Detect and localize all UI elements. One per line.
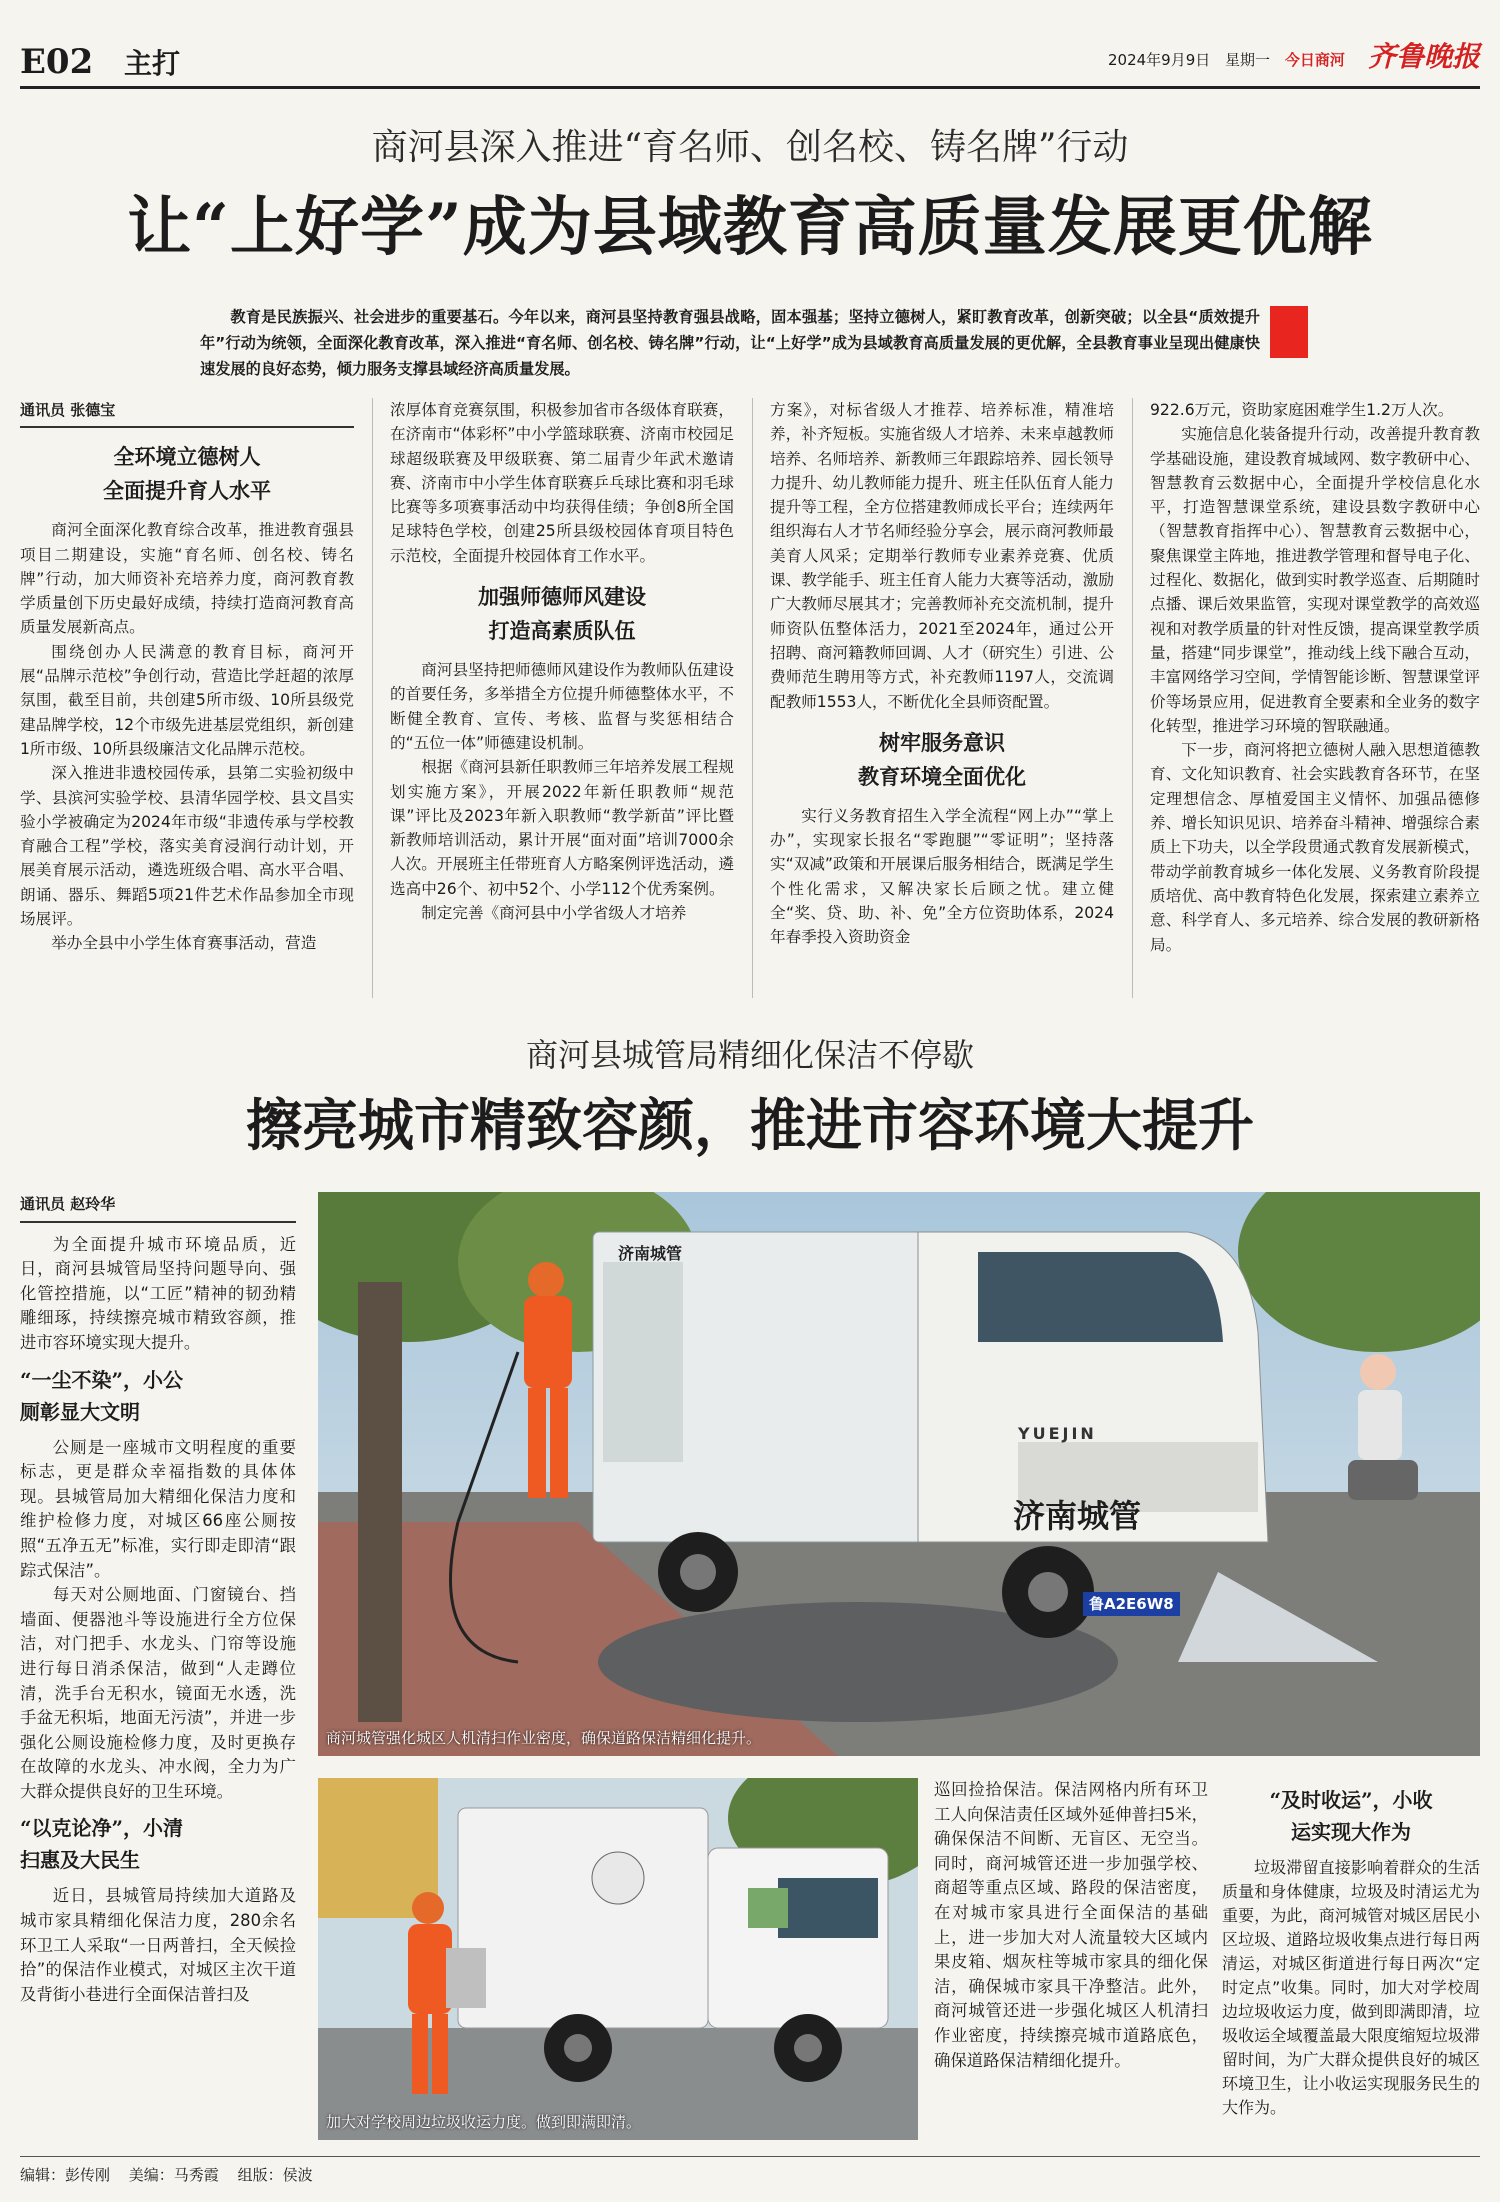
article1-subhead-2: 加强师德师风建设 打造高素质队伍 <box>478 584 646 644</box>
article1-kicker: 商河县深入推进“育名师、创名校、铸名牌”行动 <box>371 127 1129 168</box>
paragraph: 实行义务教育招生入学全流程“网上办”“掌上办”，实现家长报名“零跑腿”“零证明”；坚持落实“双减”政策和开展课后服务相结合，既满足学生个性化需求，又解决家长后顾之忧。建立健全“奖、贷、助、补、免”全方位资助体系，2024年春季投入资助资金 <box>770 806 1114 947</box>
paragraph: 近日，县城管局持续加大道路及城市家具精细化保洁力度，280余名环卫工人采取“一日两普扫，全天候捡拾”的保洁作业模式，对城区主次干道及背街小巷进行全面保洁普扫及 <box>20 1886 296 2004</box>
section-name: 主打 <box>124 47 181 80</box>
edition-name: 今日商河 <box>1284 51 1345 69</box>
paragraph: 商河全面深化教育综合改革，推进教育强县项目二期建设，实施“育名师、创名校、铸名牌”行动，加大师资补充培养力度，商河教育教学质量创下历史最好成绩，持续打造商河教育高质量发展新高点。 <box>20 521 354 637</box>
page-number: E02 <box>20 42 94 82</box>
photo-street-cleaning <box>318 1192 1480 1756</box>
paragraph: 方案》，对标省级人才推荐、培养标准，精准培养，补齐短板。实施省级人才培养、未来卓越教师培养、名师培养、新教师三年跟踪培养、园长领导力提升、幼儿教师能力提升、班主任队伍育人能力提升等工程，全方位搭建教师成长平台；连续两年组织海右人才节名师经验分享会，展示商河教师最美育人风采；定期举行教师专业素养竞赛、优质课、教学能手、班主任育人能力大赛等活动，激励广大教师尽展其才；完善教师补充交流机制，提升师资队伍整体活力，2021至2024年，通过公开招聘、商河籍教师回调、人才（研究生）引进、公费师范生聘用等方式，补充教师1197人，交流调配教师1553人，不断优化全县师资配置。 <box>770 401 1114 711</box>
article1-subhead-1: 全环境立德树人 全面提升育人水平 <box>103 444 271 504</box>
credit-proof: 组版：侯波 <box>237 2166 313 2184</box>
paragraph: 实施信息化装备提升行动，改善提升教育教学基础设施，建设教育城域网、数字教研中心、智慧教育云数据中心，全面提升学校信息化水平，打造智慧课堂系统，建设县数字教研中心（智慧教育指挥中心）、智慧教育云数据中心，聚焦课堂主阵地，推进教学管理和督导电子化、过程化、数据化，做到实时教学巡查、后期随时点播、课后效果监管，实现对课堂教学的高效巡视和对教学质量的针对性反馈，提高课堂教学质量，搭建“同步课堂”，推动线上线下融合互动，丰富网络学习空间，学情智能诊断、智慧课堂评价等场景应用，促进教育全要素和全业务的数字化转型，推进学习环境的智联融通。 <box>1150 425 1480 735</box>
paragraph: 深入推进非遗校园传承，县第二实验初级中学、县滨河实验学校、县清华园学校、县文昌实验小学被确定为2024年市级“非遗传承与学校教育融合工程”学校，落实美育浸润行动计划，开展美育展示活动，遴选班级合唱、高水平合唱、朗诵、器乐、舞蹈5项21件艺术作品参加全市现场展评。 <box>20 764 354 929</box>
paragraph: 制定完善《商河县中小学省级人才培养 <box>421 904 687 923</box>
credit-art: 美编：马秀霞 <box>128 2166 219 2184</box>
article2-subhead-2: “以克论净”，小清 扫惠及大民生 <box>20 1816 184 1873</box>
credit-editor: 编辑：彭传刚 <box>20 2166 111 2184</box>
photo-caption: 商河城管强化城区人机清扫作业密度，确保道路保洁精细化提升。 <box>326 1729 762 1747</box>
paragraph: 浓厚体育竞赛氛围，积极参加省市各级体育联赛，在济南市“体彩杯”中小学篮球联赛、济南市校园足球超级联赛及甲级联赛、第二届青少年武术邀请赛、济南市中小学生体育联赛乒乓球比赛和羽毛球比赛等多项赛事活动中均获得佳绩；争创8所全国足球特色学校，创建25所县级校园体育项目特色示范校，全面提升校园体育工作水平。 <box>390 401 734 565</box>
paragraph: 商河县坚持把师德师风建设作为教师队伍建设的首要任务，多举措全方位提升师德整体水平，不断健全教育、宣传、考核、监督与奖惩相结合的“五位一体”师德建设机制。 <box>390 661 734 752</box>
truck-brand: YUEJIN <box>1018 1424 1097 1443</box>
article2-subhead-1: “一尘不染”，小公 厕彰显大文明 <box>20 1367 184 1424</box>
license-plate: 鲁A2E6W8 <box>1083 1592 1180 1616</box>
article2-column-1 <box>20 1192 296 2007</box>
truck-box-text: 济南城管 <box>618 1244 683 1263</box>
article1-column-4 <box>1150 398 1480 957</box>
paragraph: 922.6万元，资助家庭困难学生1.2万人次。 <box>1150 401 1454 419</box>
paper-logo: 齐鲁晚报 <box>1368 40 1481 73</box>
paragraph: 举办全县中小学生体育赛事活动，营造 <box>51 934 317 953</box>
article1-headline: 让“上好学”成为县域教育高质量发展更优解 <box>127 190 1373 265</box>
photo-garbage-collection <box>318 1778 918 2140</box>
article1-subhead-3: 树牢服务意识 教育环境全面优化 <box>858 729 1026 789</box>
truck-door-text: 济南城管 <box>1013 1497 1142 1535</box>
article2-byline: 通讯员 赵玲华 <box>20 1192 296 1223</box>
article2-column-4 <box>1222 1778 1480 2120</box>
paragraph: 根据《商河县新任职教师三年培养发展工程规划实施方案》，开展2022年新任职教师“规范课”评比及2023年新入职教师“教学新苗”评比暨新教师培训活动，累计开展“面对面”培训7000余人次。开展班主任带班育人方略案例评选活动，遴选高中26个、初中52个、小学112个优秀案例。 <box>390 758 734 898</box>
photo-garbage-collection-art <box>318 1778 918 2140</box>
paragraph: 每天对公厕地面、门窗镜台、挡墙面、便器池斗等设施进行全方位保洁，对门把手、水龙头、门帘等设施进行每日消杀保洁，做到“人走蹲位清，洗手台无积水，镜面无水透，洗手盆无积垢，地面无污渍”，并进一步强化公厕设施检修力度，及时更换存在故障的水龙头、冲水阀，全力为广大群众提供良好的卫生环境。 <box>20 1585 296 1801</box>
article2-column-3 <box>934 1778 1208 2073</box>
article1-column-3 <box>770 398 1114 950</box>
paragraph: 下一步，商河将把立德树人融入思想道德教育、文化知识教育、社会实践教育各环节，在坚定理想信念、厚植爱国主义情怀、加强品德修养、增长知识见识、培养奋斗精神、增强综合素质上下功夫，以全学段贯通式教育发展新模式，带动学前教育城乡一体化发展、义务教育阶段提质培优、高中教育特色化发展，探索建立素养立意、科学育人、多元培养、综合发展的教研新格局。 <box>1150 741 1480 954</box>
article1-column-2 <box>390 398 734 925</box>
article1-byline: 通讯员 张德宝 <box>20 398 354 428</box>
paragraph: 垃圾滞留直接影响着群众的生活质量和身体健康，垃圾及时清运尤为重要，为此，商河城管对城区居民小区垃圾、道路垃圾收集点进行每日两清运，对城区街道进行每日两次“定时定点”收集。同时，加大对学校周边垃圾收运力度，做到即满即清，垃圾收运全域覆盖最大限度缩短垃圾滞留时间，为广大群众提供良好的城区环境卫生，让小收运实现服务民生的大作为。 <box>1222 1858 1480 2117</box>
paragraph: 为全面提升城市环境品质，近日，商河县城管局坚持问题导向、强化管控措施，以“工匠”精神的韧劲精雕细琢，持续擦亮城市精致容颜，推进市容环境实现大提升。 <box>20 1234 296 1352</box>
article1-column-1 <box>20 398 354 956</box>
article2-subhead-3: “及时收运”，小收 运实现大作为 <box>1269 1788 1433 1844</box>
article2-headline: 擦亮城市精致容颜，推进市容环境大提升 <box>246 1093 1254 1159</box>
footer-credits <box>20 2164 313 2186</box>
issue-date: 2024年9月9日 <box>1108 51 1211 69</box>
paragraph: 公厕是一座城市文明程度的重要标志，更是群众幸福指数的具体体现。县城管局加大精细化保洁力度和维护检修力度，对城区66座公厕按照“五净五无”标准，实行即走即清“跟踪式保洁”。 <box>20 1437 296 1580</box>
dateline <box>1108 50 1345 70</box>
paragraph: 巡回捡拾保洁。保洁网格内所有环卫工人向保洁责任区域外延伸普扫5米，确保保洁不间断、无盲区、无空当。同时，商河城管还进一步加强学校、商超等重点区域、路段的保洁密度，在对城市家具进行全面保洁的基础上，进一步加大对人流量较大区域内果皮箱、烟灰柱等城市家具的细化保洁，确保城市家具干净整洁。此外，商河城管还进一步强化城区人机清扫作业密度，持续擦亮城市道路底色，确保道路保洁精细化提升。 <box>934 1780 1208 2070</box>
red-marker <box>1270 306 1308 358</box>
issue-weekday: 星期一 <box>1225 51 1271 69</box>
paragraph: 围绕创办人民满意的教育目标，商河开展“品牌示范校”争创行动，营造比学赶超的浓厚氛围，截至目前，共创建5所市级、10所县级党建品牌学校，12个市级先进基层党组织，新创建1所市级、10所县级廉洁文化品牌示范校。 <box>20 642 354 758</box>
article2-kicker: 商河县城管局精细化保洁不停歇 <box>525 1036 974 1074</box>
photo-caption: 加大对学校周边垃圾收运力度。做到即满即清。 <box>326 2113 642 2131</box>
article1-lead: 教育是民族振兴、社会进步的重要基石。今年以来，商河县坚持教育强县战略，固本强基；坚持立德树人，紧盯教育改革，创新突破；以全县“质效提升年”行动为统领，全面深化教育改革，深入推进“育名师、创名校、铸名牌”行动，让“上好学”成为县域教育高质量发展的更优解，全县教育事业呈现出健康快速发展的良好态势，倾力服务支撑县域经济高质量发展。 <box>200 308 1260 378</box>
photo-street-cleaning-art <box>318 1192 1480 1756</box>
